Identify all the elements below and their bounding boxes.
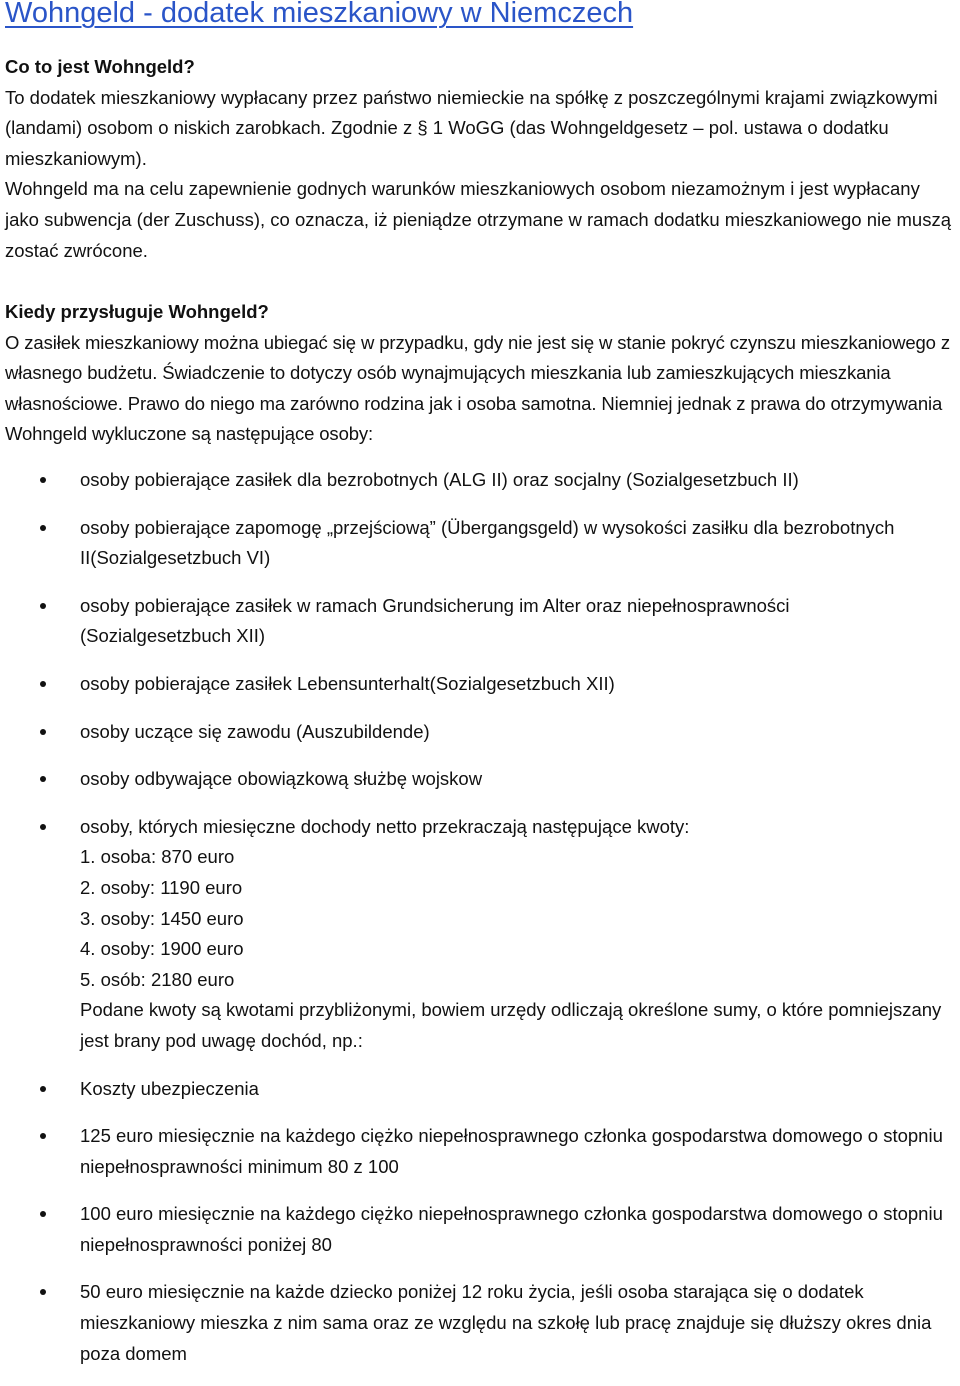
intro-paragraph-1: To dodatek mieszkaniowy wypłacany przez państwo niemieckie na spółkę z poszczególnymi krajami związkowymi (landami) osobom o niskich zarobkach. Zgodnie z § 1 WoGG (das Wohngeldgesetz – pol. ustawa o dodatku mieszkaniowym). [5,86,938,169]
bullet-icon [40,603,46,609]
income-limit-intro: osoby, których miesięczne dochody netto przekraczają następujące kwoty: [80,815,690,837]
income-amount: 3. osoby: 1450 euro [80,907,244,929]
intro-paragraph-2: Wohngeld ma na celu zapewnienie godnych warunków mieszkaniowych osobom niezamożnym i jest wypłacany jako subwencja (der Zuschuss), co oznacza, iż pieniądze otrzymane w ramach dodatku mieszkaniowego nie muszą zostać zwrócone. [5,178,952,261]
bullet-icon [40,525,46,531]
deduction-item [0,1074,960,1105]
list-item-text: osoby uczące się zawodu (Auszubildende) [80,720,430,742]
income-amounts-list [80,842,945,995]
income-amount: 1. osoba: 870 euro [80,846,235,868]
list-item [0,513,960,574]
list-item [0,465,960,496]
bullet-icon [40,776,46,782]
list-item-text: osoby pobierające zapomogę „przejściową” (Übergangsgeld) w wysokości zasiłku dla bezrobotnych II(Sozialgesetzbuch VI) [80,516,895,569]
list-item-text: osoby pobierające zasiłek dla bezrobotnych (ALG II) oraz socjalny (Sozialgesetzbuch II) [80,469,799,490]
eligibility-heading: Kiedy przysługuje Wohngeld? [5,301,269,322]
deduction-item [0,1121,960,1182]
list-item-text: osoby pobierające zasiłek w ramach Grundsicherung im Alter oraz niepełnosprawności (Sozialgesetzbuch XII) [80,594,790,647]
bullet-icon [40,1211,46,1217]
list-item-text: osoby pobierające zasiłek Lebensunterhalt(Sozialgesetzbuch XII) [80,672,615,694]
deduction-text: Koszty ubezpieczenia [80,1077,259,1099]
bullet-icon [40,1086,46,1092]
list-item [0,717,960,748]
deduction-text: 100 euro miesięcznie na każdego ciężko niepełnosprawnego członka gospodarstwa domowego o stopniu niepełnosprawności poniżej 80 [80,1203,943,1255]
bullet-icon [40,824,46,830]
bullet-icon [40,681,46,687]
income-limit-item [0,812,960,1057]
income-amount: 5. osób: 2180 euro [80,968,235,990]
income-note: Podane kwoty są kwotami przybliżonymi, bowiem urzędy odliczają określone sumy, o które pomniejszany jest brany pod uwagę dochód, np.: [80,999,942,1051]
bullet-icon [40,477,46,483]
income-amount: 4. osoby: 1900 euro [80,938,244,960]
income-amount: 2. osoby: 1190 euro [80,876,243,898]
bullet-icon [40,1289,46,1295]
intro-heading: Co to jest Wohngeld? [5,56,195,77]
eligibility-paragraph: O zasiłek mieszkaniowy można ubiegać się w przypadku, gdy nie jest się w stanie pokryć czynszu mieszkaniowego z własnego budżetu. Świadczenie to dotyczy osób wynajmujących mieszkania lub zamieszkujących mieszkania własnościowe. Prawo do niego ma zarówno rodzina jak i osoba samotna. Niemniej jednak z prawa do otrzymywania Wohngeld wykluczone są następujące osoby: [5,331,950,445]
list-item [0,669,960,700]
bullet-icon [40,1133,46,1139]
eligibility-section [5,297,957,450]
deduction-item [0,1277,960,1369]
deduction-text: 50 euro miesięcznie na każde dziecko poniżej 12 roku życia, jeśli osoba starająca się o dodatek mieszkaniowy mieszka z nim sama oraz ze względu na szkołę lub pracę znajduje się dłuższy okres dnia poza domem [80,1281,932,1364]
page-title: Wohngeld - dodatek mieszkaniowy w Niemczech [5,0,634,29]
exclusions-list [0,465,960,1386]
intro-section [5,52,955,266]
deduction-item [0,1199,960,1260]
list-item [0,764,960,795]
list-item-text: osoby odbywające obowiązkową służbę wojskow [80,768,483,790]
deduction-text: 125 euro miesięcznie na każdego ciężko niepełnosprawnego członka gospodarstwa domowego o stopniu niepełnosprawności minimum 80 z 100 [80,1125,943,1177]
bullet-icon [40,729,46,735]
list-item [0,591,960,652]
